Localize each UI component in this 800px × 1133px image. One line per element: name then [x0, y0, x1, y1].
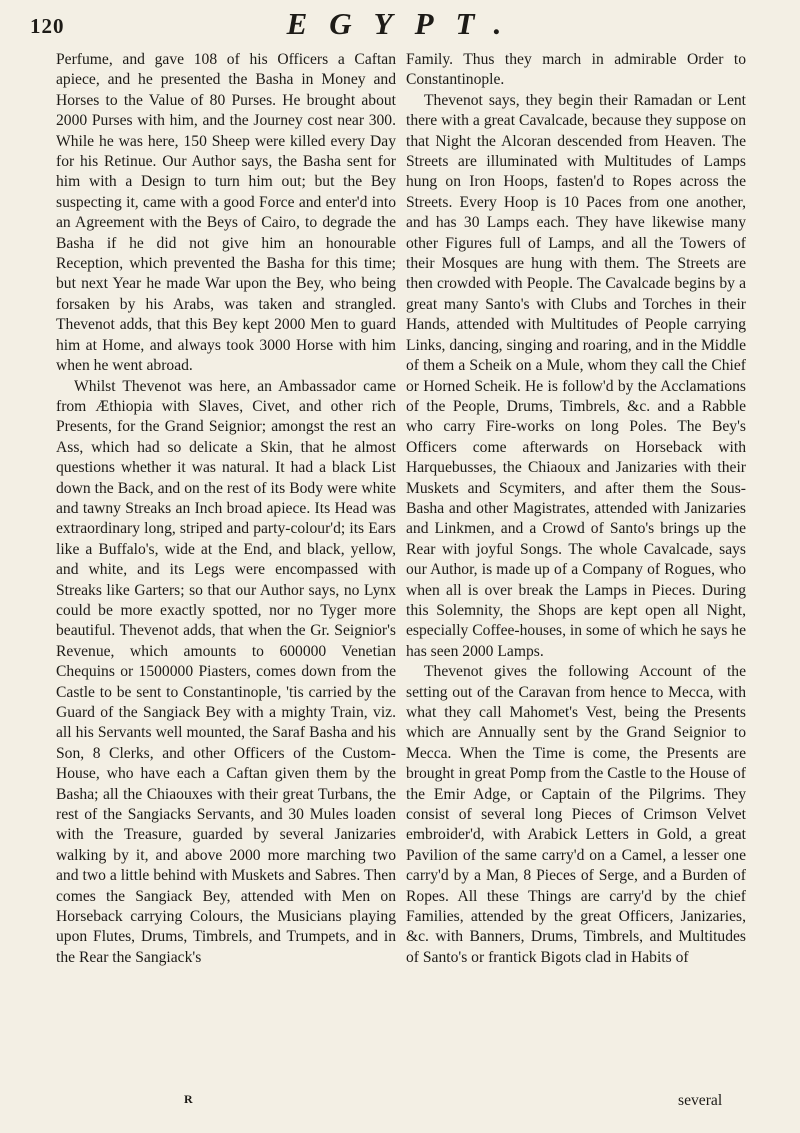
- running-title: EGYPT.: [286, 6, 524, 41]
- right-column: [406, 50, 746, 968]
- paragraph: Perfume, and gave 108 of his Officers a Caftan apiece, and he presented the Basha in Money and Horses to the Value of 80 Purses. He brought about 2000 Purses with him, and the Journey cost near 300. While he was here, 150 Sheep were killed every Day for his Retinue. Our Author says, the Basha sent for him with a Design to turn him out; but the Bey suspecting it, came with a good Force and enter'd into an Agreement with the Beys of Cairo, to degrade the Basha if he did not give him an honourable Reception, which prevented the Basha for this time; but next Year he made War upon the Bey, who being forsaken by his Arabs, was taken and strangled. Thevenot adds, that this Bey kept 2000 Men to guard him at Home, and always took 3000 Horse with him when he went abroad.: [56, 51, 396, 375]
- signature-mark: R: [184, 1092, 193, 1106]
- paragraph: Thevenot gives the following Account of the setting out of the Caravan from hence to Mecca, with what they call Mahomet's Vest, being the Presents which are Annually sent by the Grand Seignior to Mecca. When the Time is come, the Presents are brought in great Pomp from the Castle to the House of the Emir Adge, or Captain of the Pilgrims. They consist of several long Pieces of Crimson Velvet embroider'd, with Arabick Letters in Gold, a great Pavilion of the same carry'd on a Camel, a lesser one carry'd by a Man, 8 Pieces of Serge, and a Burden of Ropes. All these Things are carry'd by the chief Families, attended by the great Officers, Janizaries, &c. with Banners, Drums, Timbrels, and Multitudes of Santo's or frantick Bigots clad in Habits of: [406, 663, 746, 966]
- left-column: [56, 50, 396, 968]
- page-number: 120: [30, 14, 65, 38]
- paragraph: Family. Thus they march in admirable Order to Constantinople.: [406, 51, 746, 89]
- paragraph: Whilst Thevenot was here, an Ambassador came from Æthiopia with Slaves, Civet, and other rich Presents, for the Grand Seignior; amongst the rest an Ass, which had so delicate a Skin, that he almost questions whether it was natural. It had a black List down the Back, and on the rest of its Body were white and tawny Streaks an Inch broad apiece. Its Head was extraordinary long, striped and party-colour'd; its Ears like a Buffalo's, wide at the End, and black, yellow, and white, and its Legs were encompassed with Streaks like Garters; so that our Author says, no Lynx could be more exactly spotted, nor no Tyger more beautiful. Thevenot adds, that when the Gr. Seignior's Revenue, which amounts to 600000 Venetian Chequins or 1500000 Piasters, comes down from the Castle to be sent to Constantinople, 'tis carried by the Guard of the Sangiack Bey with a mighty Train, viz. all his Servants well mounted, the Saraf Basha and his Son, 8 Clerks, and other Officers of the Custom-House, who have each a Caftan given them by the Basha; all the Chiaouxes with their great Turbans, the rest of the Sangiacks Servants, and 30 Mules loaden with the Treasure, guarded by several Janizaries walking by it, and above 2000 more marching two and two a little behind with Muskets and Sabres. Then comes the Sangiack Bey, attended with Men on Horseback carrying Colours, the Musicians playing upon Flutes, Drums, Timbrels, and Trumpets, and in the Rear the Sangiack's: [56, 377, 396, 966]
- paragraph: Thevenot says, they begin their Ramadan or Lent there with a great Cavalcade, because they suppose on that Night the Alcoran descended from Heaven. The Streets are illuminated with Multitudes of Lamps hung on Iron Hoops, fasten'd to Ropes across the Streets. Every Hoop is 10 Paces from one another, and has 30 Lamps each. They have likewise many other Figures full of Lamps, and all the Towers of their Mosques are hung with them. The Streets are then crowded with People. The Cavalcade begins by a great many Santo's with Clubs and Torches in their Hands, attended with Multitudes of People carrying Links, dancing, singing and roaring, and in the Middle of them a Scheik on a Mule, whom they call the Chief or Horned Scheik. He is follow'd by the Acclamations of the People, Drums, Timbrels, &c. and a Rabble who carry Fire-works on long Poles. The Bey's Officers come afterwards on Horseback with Harquebusses, the Chiaoux and Janizaries with their Muskets and Scymiters, and after them the Sous-Basha and other Magistrates, attended with Janizaries and Linkmen, and a Crowd of Santo's brings up the Rear with joyful Songs. The whole Cavalcade, says our Author, is made up of a Company of Rogues, who when all is over break the Lamps in Pieces. During this Solemnity, the Shops are kept open all Night, especially Coffee-houses, in some of which he says he has seen 2000 Lamps.: [406, 91, 746, 660]
- page-header: [30, 6, 780, 46]
- catchword: several: [678, 1092, 723, 1109]
